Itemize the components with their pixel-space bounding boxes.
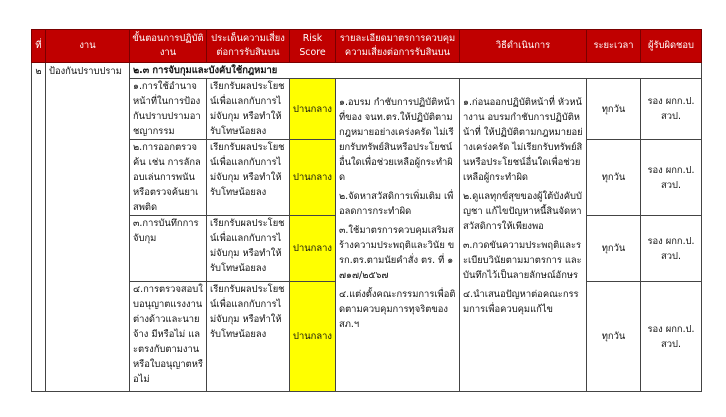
duration-cell: ทุกวัน [587, 79, 641, 140]
header-method: วิธีดำเนินการ [460, 30, 587, 63]
owner-cell: รอง ผกก.ป. สวป. [641, 79, 702, 140]
risk-score-cell: ปานกลาง [290, 282, 336, 392]
header-owner: ผู้รับผิดชอบ [641, 30, 702, 63]
method-item: ๔.นำเสนอปัญหาต่อคณะกรรมการเพื่อควบคุมแก้ไข [463, 289, 579, 315]
risk-score-cell: ปานกลาง [290, 216, 336, 282]
header-task: งาน [46, 30, 130, 63]
header-procedure: ขั้นตอนการปฏิบัติงาน [130, 30, 207, 63]
header-no: ที่ [32, 30, 46, 63]
risk-score-cell: ปานกลาง [290, 79, 336, 140]
risk-table-wrapper [31, 29, 701, 392]
risk-issue-cell: เรียกรับผลประโยชน์เพื่อแลกกับการไม่จับกุม หรือทำให้รับโทษน้อยลง [207, 282, 290, 392]
header-control-detail: รายละเอียดมาตรการควบคุมความเสี่ยงต่อการรับสินบน [336, 30, 460, 63]
method-item: ๒.ดูแลทุกข์สุขของผู้ใต้บังคับบัญชา แก้ไขปัญหาหนี้สินจัดหาสวัสดิการให้เพียงพอ [463, 191, 582, 232]
section-subtitle: ๒.๓ การจับกุมและบังคับใช้กฎหมาย [130, 63, 702, 79]
control-detail-cell [336, 79, 460, 392]
header-risk-issue: ประเด็นความเสี่ยงต่อการรับสินบน [207, 30, 290, 63]
section-no: ๒ [32, 63, 46, 392]
control-detail-item: ๑.อบรม กำชับการปฏิบัติหน้าที่ของ จนท.ตร.ให้ปฏิบัติตามกฎหมายอย่างเคร่งครัด ไม่เรียกรับทรัพย์สินหรือประโยชน์อื่นใดเพื่อช่วยเหลือผู้กระทำผิด [339, 97, 456, 183]
owner-cell: รอง ผกก.ป. สวป. [641, 282, 702, 392]
header-risk-score: Risk Score [290, 30, 336, 63]
duration-cell: ทุกวัน [587, 140, 641, 216]
method-item: ๓.กวดขันความประพฤติและระเบียบวินัยตามมาตรการ และบันทึกไว้เป็นลายลักษณ์อักษร [463, 240, 582, 281]
method-cell [460, 79, 587, 392]
control-detail-item: ๓.ใช้มาตรการควบคุมเสริมสร้างความประพฤติและวินัย ขรก.ตร.ตามนัยคำสั่ง ตร. ที่ ๑๗๑๗/๒๕๖๗ [339, 225, 455, 281]
duration-cell: ทุกวัน [587, 216, 641, 282]
risk-issue-cell: เรียกรับผลประโยชน์เพื่อแลกกับการไม่จับกุม หรือทำให้รับโทษน้อยลง [207, 140, 290, 216]
risk-table [31, 29, 702, 392]
control-detail-item: ๒.จัดหาสวัสดิการเพิ่มเติม เพื่อลดการกระทำผิด [339, 191, 454, 217]
risk-score-cell: ปานกลาง [290, 140, 336, 216]
procedure-cell: ๔.การตรวจสอบใบอนุญาตแรงงานต่างด้าวและนายจ้าง มีหรือไม่ และตรงกับตามงานหรือใบอนุญาตหรือไม่ [130, 282, 207, 392]
risk-issue-cell: เรียกรับผลประโยชน์เพื่อแลกกับการไม่จับกุม หรือทำให้รับโทษน้อยลง [207, 79, 290, 140]
owner-cell: รอง ผกก.ป. สวป. [641, 216, 702, 282]
duration-cell: ทุกวัน [587, 282, 641, 392]
control-detail-item: ๔.แต่งตั้งคณะกรรมการเพื่อติดตามควบคุมการทุจริตของ สภ.ฯ [339, 289, 456, 330]
risk-issue-cell: เรียกรับผลประโยชน์เพื่อแลกกับการไม่จับกุม หรือทำให้รับโทษน้อยลง [207, 216, 290, 282]
section-task: ป้องกันปราบปราม [46, 63, 130, 392]
header-duration: ระยะเวลา [587, 30, 641, 63]
procedure-cell: ๑.การใช้อำนาจหน้าที่ในการป้องกันปราบปรามอาชญากรรม [130, 79, 207, 140]
owner-cell: รอง ผกก.ป. สวป. [641, 140, 702, 216]
table-row [32, 79, 702, 140]
header-row [32, 30, 702, 63]
section-row [32, 63, 702, 79]
method-item: ๑.ก่อนออกปฏิบัติหน้าที่ หัวหน้างาน อบรมกำชับการปฏิบัติหน้าที่ ให้ปฏิบัติตามกฎหมายอย่างเคร่งครัด ไม่เรียกรับทรัพย์สินหรือประโยชน์อื่นใดเพื่อช่วยเหลือผู้กระทำผิด [463, 97, 583, 183]
procedure-cell: ๒.การออกตรวจค้น เช่น การลักลอบเล่นการพนัน หรือตรวจค้นยาเสพติด [130, 140, 207, 216]
procedure-cell: ๓.การบันทึกการจับกุม [130, 216, 207, 282]
